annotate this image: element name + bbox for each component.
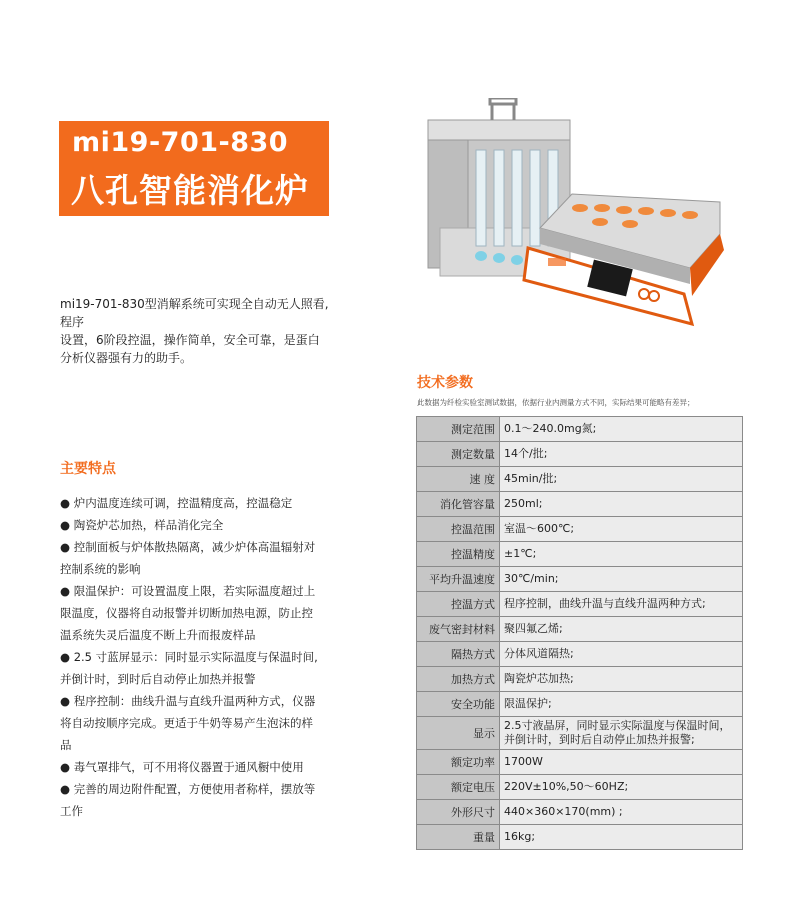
table-row: [417, 825, 743, 850]
spec-value: 440×360×170(mm) ;: [500, 800, 743, 825]
spec-value: 0.1～240.0mg氮;: [500, 417, 743, 442]
feature-line: ● 陶瓷炉芯加热，样品消化完全: [60, 518, 224, 532]
spec-value: 16kg;: [500, 825, 743, 850]
table-row: [417, 717, 743, 750]
features-list: [60, 492, 335, 822]
title-banner: [59, 121, 329, 216]
spec-value: 聚四氟乙烯;: [500, 617, 743, 642]
feature-line: 温系统失灵后温度不断上升而报废样品: [60, 628, 256, 642]
feature-line: 限温度，仪器将自动报警并切断加热电源，防止控: [60, 606, 313, 620]
intro-line: 分析仪器强有力的助手。: [60, 351, 193, 365]
product-model: mi19-701-830: [72, 127, 289, 158]
spec-value: 2.5寸液晶屏，同时显示实际温度与保温时间，并倒计时，到时后自动停止加热并报警;: [500, 717, 743, 750]
spec-value: 陶瓷炉芯加热;: [500, 667, 743, 692]
table-row: [417, 692, 743, 717]
spec-value: 程序控制，曲线升温与直线升温两种方式;: [500, 592, 743, 617]
feature-line: ● 完善的周边附件配置，方便使用者称样，摆放等: [60, 782, 316, 796]
spec-label: 消化管容量: [417, 492, 500, 517]
spec-value: 45min/批;: [500, 467, 743, 492]
table-row: [417, 542, 743, 567]
spec-value: 室温～600℃;: [500, 517, 743, 542]
specs-note: 此数据为纤检实验室测试数据，依据行业内测量方式不同，实际结果可能略有差异；: [417, 398, 695, 407]
intro-line: 设置，6阶段控温，操作简单，安全可靠，是蛋白: [60, 333, 320, 347]
spec-value: 1700W: [500, 750, 743, 775]
table-row: [417, 642, 743, 667]
table-row: [417, 492, 743, 517]
product-image: [420, 98, 740, 338]
feature-line: 控制系统的影响: [60, 562, 141, 576]
spec-label: 安全功能: [417, 692, 500, 717]
spec-label: 加热方式: [417, 667, 500, 692]
spec-value: 14个/批;: [500, 442, 743, 467]
spec-label: 废气密封材料: [417, 617, 500, 642]
feature-line: 将自动按顺序完成。更适于牛奶等易产生泡沫的样: [60, 716, 313, 730]
intro-line: 程序: [60, 315, 85, 329]
feature-line: ● 程序控制：曲线升温与直线升温两种方式，仪器: [60, 694, 316, 708]
table-row: [417, 517, 743, 542]
product-name: 八孔智能消化炉: [71, 171, 309, 210]
feature-line: ● 2.5 寸蓝屏显示：同时显示实际温度与保温时间,: [60, 650, 318, 664]
spec-label: 额定电压: [417, 775, 500, 800]
specs-heading: 技术参数: [417, 375, 473, 391]
intro-paragraph: [60, 295, 350, 367]
spec-label: 重量: [417, 825, 500, 850]
spec-value: ±1℃;: [500, 542, 743, 567]
spec-label: 控温范围: [417, 517, 500, 542]
features-heading: 主要特点: [60, 461, 116, 477]
spec-label: 测定范围: [417, 417, 500, 442]
spec-label: 平均升温速度: [417, 567, 500, 592]
spec-value: 30℃/min;: [500, 567, 743, 592]
feature-line: 并倒计时，到时后自动停止加热并报警: [60, 672, 256, 686]
intro-line: mi19-701-830型消解系统可实现全自动无人照看,: [60, 297, 329, 311]
spec-label: 控温方式: [417, 592, 500, 617]
spec-label: 显示: [417, 717, 500, 750]
spec-value: 限温保护;: [500, 692, 743, 717]
table-row: [417, 750, 743, 775]
feature-line: ● 毒气罩排气，可不用将仪器置于通风橱中使用: [60, 760, 304, 774]
spec-value: 220V±10%,50～60HZ;: [500, 775, 743, 800]
feature-line: 品: [60, 738, 72, 752]
table-row: [417, 667, 743, 692]
table-row: [417, 567, 743, 592]
table-row: [417, 800, 743, 825]
feature-line: 工作: [60, 804, 83, 818]
spec-label: 额定功率: [417, 750, 500, 775]
feature-line: ● 控制面板与炉体散热隔离，减少炉体高温辐射对: [60, 540, 316, 554]
table-row: [417, 617, 743, 642]
table-row: [417, 592, 743, 617]
spec-label: 外形尺寸: [417, 800, 500, 825]
spec-label: 控温精度: [417, 542, 500, 567]
spec-value: 分体风道隔热;: [500, 642, 743, 667]
specs-table: [416, 416, 743, 850]
spec-label: 测定数量: [417, 442, 500, 467]
spec-label: 速 度: [417, 467, 500, 492]
table-row: [417, 442, 743, 467]
table-row: [417, 467, 743, 492]
table-row: [417, 775, 743, 800]
table-row: [417, 417, 743, 442]
spec-label: 隔热方式: [417, 642, 500, 667]
spec-value: 250ml;: [500, 492, 743, 517]
feature-line: ● 炉内温度连续可调，控温精度高，控温稳定: [60, 496, 293, 510]
feature-line: ● 限温保护：可设置温度上限，若实际温度超过上: [60, 584, 316, 598]
